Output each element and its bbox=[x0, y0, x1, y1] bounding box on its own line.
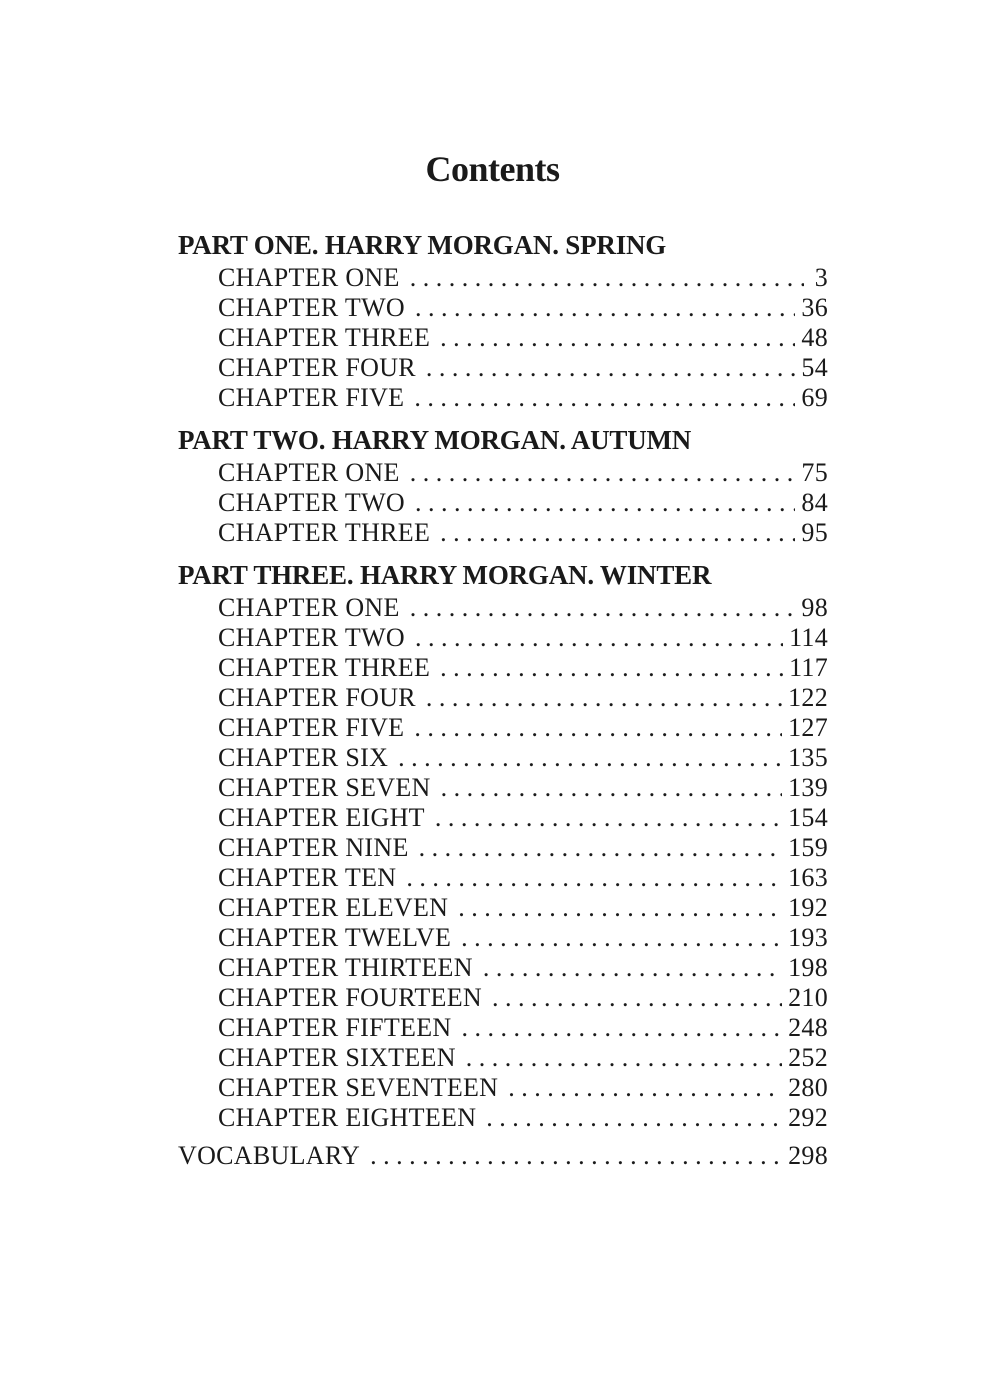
toc-entry[interactable] bbox=[178, 593, 828, 623]
table-of-contents bbox=[178, 228, 828, 1171]
chapter-label: CHAPTER THREE bbox=[218, 653, 431, 682]
dot-leader bbox=[414, 383, 795, 413]
chapter-label: CHAPTER ONE bbox=[218, 593, 400, 622]
dot-leader bbox=[440, 518, 795, 548]
chapter-label: CHAPTER FIVE bbox=[218, 383, 405, 412]
toc-entry[interactable] bbox=[178, 773, 828, 803]
chapter-label: CHAPTER TWO bbox=[218, 488, 405, 517]
dot-leader bbox=[415, 488, 795, 518]
page-number: 252 bbox=[788, 1043, 828, 1072]
dot-leader bbox=[370, 1141, 782, 1171]
section-spacer bbox=[178, 548, 828, 558]
chapter-label: CHAPTER SEVENTEEN bbox=[218, 1073, 499, 1102]
page-number: 114 bbox=[789, 623, 828, 652]
section-spacer bbox=[178, 1133, 828, 1141]
toc-entry[interactable] bbox=[178, 983, 828, 1013]
page-number: 163 bbox=[788, 863, 828, 892]
page-number: 210 bbox=[788, 983, 828, 1012]
chapter-label: CHAPTER THIRTEEN bbox=[218, 953, 473, 982]
dot-leader bbox=[440, 323, 795, 353]
dot-leader bbox=[483, 953, 782, 983]
dot-leader bbox=[435, 803, 782, 833]
page-number: 122 bbox=[788, 683, 828, 712]
dot-leader bbox=[461, 1013, 782, 1043]
chapter-label: CHAPTER FOUR bbox=[218, 353, 416, 382]
chapter-label: CHAPTER TEN bbox=[218, 863, 397, 892]
toc-entry[interactable] bbox=[178, 1013, 828, 1043]
dot-leader bbox=[441, 773, 782, 803]
dot-leader bbox=[466, 1043, 782, 1073]
page-number: 248 bbox=[788, 1013, 828, 1042]
toc-entry[interactable] bbox=[178, 383, 828, 413]
chapter-label: CHAPTER ONE bbox=[218, 458, 400, 487]
chapter-label: CHAPTER FOURTEEN bbox=[218, 983, 482, 1012]
page-number: 48 bbox=[801, 323, 828, 352]
toc-entry[interactable] bbox=[178, 488, 828, 518]
dot-leader bbox=[492, 983, 782, 1013]
toc-entry[interactable] bbox=[178, 458, 828, 488]
page-number: 127 bbox=[788, 713, 828, 742]
chapter-label: CHAPTER FIFTEEN bbox=[218, 1013, 452, 1042]
chapter-label: CHAPTER NINE bbox=[218, 833, 409, 862]
chapter-label: CHAPTER FIVE bbox=[218, 713, 405, 742]
toc-entry[interactable] bbox=[178, 1043, 828, 1073]
section-spacer bbox=[178, 413, 828, 423]
chapter-label: CHAPTER TWELVE bbox=[218, 923, 452, 952]
toc-entry[interactable] bbox=[178, 803, 828, 833]
toc-entry[interactable] bbox=[178, 1073, 828, 1103]
chapter-label: CHAPTER ONE bbox=[218, 263, 400, 292]
page-number: 54 bbox=[801, 353, 828, 382]
chapter-label: CHAPTER ELEVEN bbox=[218, 893, 449, 922]
dot-leader bbox=[461, 923, 782, 953]
page-number: 98 bbox=[801, 593, 828, 622]
dot-leader bbox=[398, 743, 782, 773]
page-number: 117 bbox=[789, 653, 828, 682]
page-number: 36 bbox=[801, 293, 828, 322]
page-number: 298 bbox=[788, 1141, 828, 1170]
dot-leader bbox=[426, 353, 795, 383]
part-heading: PART THREE. HARRY MORGAN. WINTER bbox=[178, 560, 712, 590]
toc-entry[interactable] bbox=[178, 863, 828, 893]
toc-entry[interactable] bbox=[178, 713, 828, 743]
chapter-label: CHAPTER EIGHT bbox=[218, 803, 425, 832]
dot-leader bbox=[415, 623, 783, 653]
dot-leader bbox=[419, 833, 782, 863]
dot-leader bbox=[440, 653, 783, 683]
dot-leader bbox=[406, 863, 782, 893]
toc-entry[interactable] bbox=[178, 293, 828, 323]
part-heading: PART ONE. HARRY MORGAN. SPRING bbox=[178, 230, 667, 260]
page-number: 135 bbox=[788, 743, 828, 772]
vocabulary-label: VOCABULARY bbox=[178, 1141, 361, 1170]
chapter-label: CHAPTER TWO bbox=[218, 623, 405, 652]
chapter-label: CHAPTER EIGHTEEN bbox=[218, 1103, 477, 1132]
page-number: 193 bbox=[788, 923, 828, 952]
page-number: 154 bbox=[788, 803, 828, 832]
toc-entry[interactable] bbox=[178, 833, 828, 863]
page-number: 280 bbox=[788, 1073, 828, 1102]
page-number: 69 bbox=[801, 383, 828, 412]
dot-leader bbox=[458, 893, 782, 923]
toc-entry[interactable] bbox=[178, 323, 828, 353]
chapter-label: CHAPTER THREE bbox=[218, 518, 431, 547]
toc-entry[interactable] bbox=[178, 1103, 828, 1133]
toc-entry[interactable] bbox=[178, 353, 828, 383]
toc-entry-vocabulary[interactable] bbox=[178, 1141, 828, 1171]
page-number: 198 bbox=[788, 953, 828, 982]
page-number: 3 bbox=[814, 263, 828, 292]
page-number: 84 bbox=[801, 488, 828, 517]
page-number: 139 bbox=[788, 773, 828, 802]
page-number: 192 bbox=[788, 893, 828, 922]
dot-leader bbox=[414, 713, 782, 743]
toc-entry[interactable] bbox=[178, 953, 828, 983]
chapter-label: CHAPTER TWO bbox=[218, 293, 405, 322]
toc-entry[interactable] bbox=[178, 623, 828, 653]
page-number: 159 bbox=[788, 833, 828, 862]
chapter-label: CHAPTER SEVEN bbox=[218, 773, 431, 802]
toc-entry[interactable] bbox=[178, 263, 828, 293]
dot-leader bbox=[426, 683, 782, 713]
toc-entry[interactable] bbox=[178, 743, 828, 773]
toc-entry[interactable] bbox=[178, 518, 828, 548]
dot-leader bbox=[486, 1103, 782, 1133]
chapter-label: CHAPTER FOUR bbox=[218, 683, 416, 712]
chapter-label: CHAPTER THREE bbox=[218, 323, 431, 352]
page-number: 292 bbox=[788, 1103, 828, 1132]
toc-entry[interactable] bbox=[178, 683, 828, 713]
dot-leader bbox=[410, 263, 804, 293]
toc-entry[interactable] bbox=[178, 653, 828, 683]
dot-leader bbox=[410, 458, 796, 488]
chapter-label: CHAPTER SIX bbox=[218, 743, 389, 772]
chapter-label: CHAPTER SIXTEEN bbox=[218, 1043, 456, 1072]
dot-leader bbox=[508, 1073, 782, 1103]
toc-entry[interactable] bbox=[178, 893, 828, 923]
dot-leader bbox=[410, 593, 796, 623]
page-number: 95 bbox=[801, 518, 828, 547]
toc-entry[interactable] bbox=[178, 923, 828, 953]
page-title: Contents bbox=[425, 149, 560, 189]
page-number: 75 bbox=[801, 458, 828, 487]
dot-leader bbox=[415, 293, 795, 323]
part-heading: PART TWO. HARRY MORGAN. AUTUMN bbox=[178, 425, 692, 455]
